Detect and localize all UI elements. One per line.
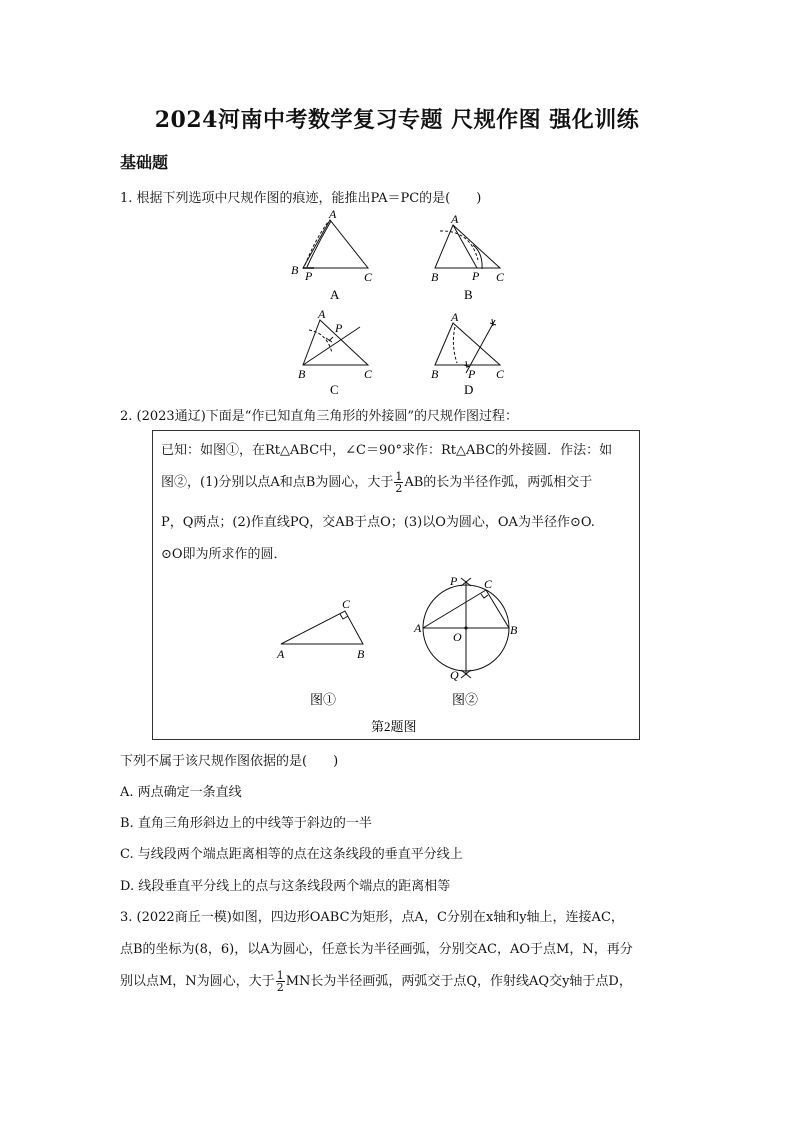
q3-line-3b: MN长为半径画弧，两弧交于点Q，作射线AQ交y轴于点D， <box>285 974 632 989</box>
q1-option-a: A <box>330 287 340 302</box>
q2-box-line-2a: 图②，(1)分别以点A和点B为圆心，大于 <box>161 475 394 490</box>
q3-line-2: 点B的坐标为(8，6)，以A为圆心，任意长为半径画弧，分别交AC，AO于点M，N，再分 <box>120 942 633 957</box>
q1d-label-p: P <box>468 367 476 381</box>
q2-figures <box>153 561 639 739</box>
page-title: 2024河南中考数学复习专题 尺规作图 强化训练 <box>154 107 640 133</box>
q1b-label-b: B <box>431 270 439 284</box>
q1-stem: 1. 根据下列选项中尺规作图的痕迹，能推出PA＝PC的是( ) <box>120 191 482 206</box>
q1d-label-b: B <box>431 367 439 381</box>
q1-figures <box>285 205 525 405</box>
q2-center-dot <box>464 626 467 629</box>
q2-box-line-2 <box>161 471 592 494</box>
q2-given-box <box>152 430 640 740</box>
q2-box-line-3: P，Q两点；(2)作直线PQ，交AB于点O；(3)以O为圆心，OA为半径作⊙O. <box>161 515 595 530</box>
q1c-label-b: B <box>298 367 306 381</box>
q2-box-line-1: 已知：如图①，在Rt△ABC中，∠C＝90°求作：Rt△ABC的外接圆．作法：如 <box>161 443 613 458</box>
q1c-label-p: P <box>335 321 343 335</box>
q1-figure-b <box>435 225 500 269</box>
q1d-label-a: A <box>451 310 459 324</box>
q2-stem: 2. (2023通辽)下面是“作已知直角三角形的外接圆”的尺规作图过程： <box>120 409 519 424</box>
q1-figure-d <box>435 319 500 373</box>
q1b-label-a: A <box>451 212 459 226</box>
q1d-label-c: C <box>496 367 505 381</box>
q2-figure-1 <box>281 611 363 644</box>
q2-choice-c: C. 与线段两个端点距离相等的点在这条线段的垂直平分线上 <box>120 847 463 862</box>
q2-fraction: $\frac{1}{2}$ <box>395 470 403 495</box>
q3-line-3a: 别以点M，N为圆心，大于 <box>120 974 275 989</box>
q3-line-1: 3. (2022商丘一模)如图，四边形OABC为矩形，点A，C分别在x轴和y轴上，连接AC， <box>120 910 624 925</box>
q2-question: 下列不属于该尺规作图依据的是( ) <box>120 754 339 769</box>
q3-fraction: $\frac{1}{2}$ <box>276 969 284 994</box>
q2-box-line-2b: AB的长为半径作弧，两弧相交于 <box>404 475 593 490</box>
q1b-label-c: C <box>496 270 505 284</box>
q1a-label-p: P <box>305 269 313 283</box>
q2-choice-d: D. 线段垂直平分线上的点与这条线段两个端点的距离相等 <box>120 879 451 894</box>
q2f2-label-b: B <box>510 623 518 637</box>
q1a-label-b: B <box>291 263 299 277</box>
q1a-label-a: A <box>329 207 337 221</box>
q2f2-label-o: O <box>453 630 462 644</box>
section-heading: 基础题 <box>120 153 169 172</box>
q2f1-label-b: B <box>357 647 365 661</box>
q2-choice-b: B. 直角三角形斜边上的中线等于斜边的一半 <box>120 816 372 831</box>
q2f1-label-a: A <box>277 647 285 661</box>
q2-figure-caption: 第2题图 <box>371 719 417 734</box>
q2f2-label-c: C <box>484 577 493 591</box>
q1b-label-p: P <box>472 269 480 283</box>
q2f2-label-a: A <box>414 621 422 635</box>
q1-option-c: C <box>330 382 339 397</box>
q1-figure-a <box>303 220 368 268</box>
q1-option-d: D <box>464 382 474 397</box>
q2-choice-a: A. 两点确定一条直线 <box>120 785 242 800</box>
q1-option-b: B <box>464 287 473 302</box>
q2-fig2-label: 图② <box>452 692 479 707</box>
q2-box-line-4: ⊙O即为所求作的圆． <box>161 547 287 562</box>
q2f2-label-p: P <box>450 574 458 588</box>
q3-line-3 <box>120 970 632 993</box>
q2f2-label-q: Q <box>450 668 459 682</box>
q1a-label-c: C <box>364 270 373 284</box>
q1c-label-a: A <box>318 307 326 321</box>
q2-fig1-label: 图① <box>310 692 337 707</box>
q1c-label-c: C <box>364 367 373 381</box>
q2f1-label-c: C <box>342 597 351 611</box>
